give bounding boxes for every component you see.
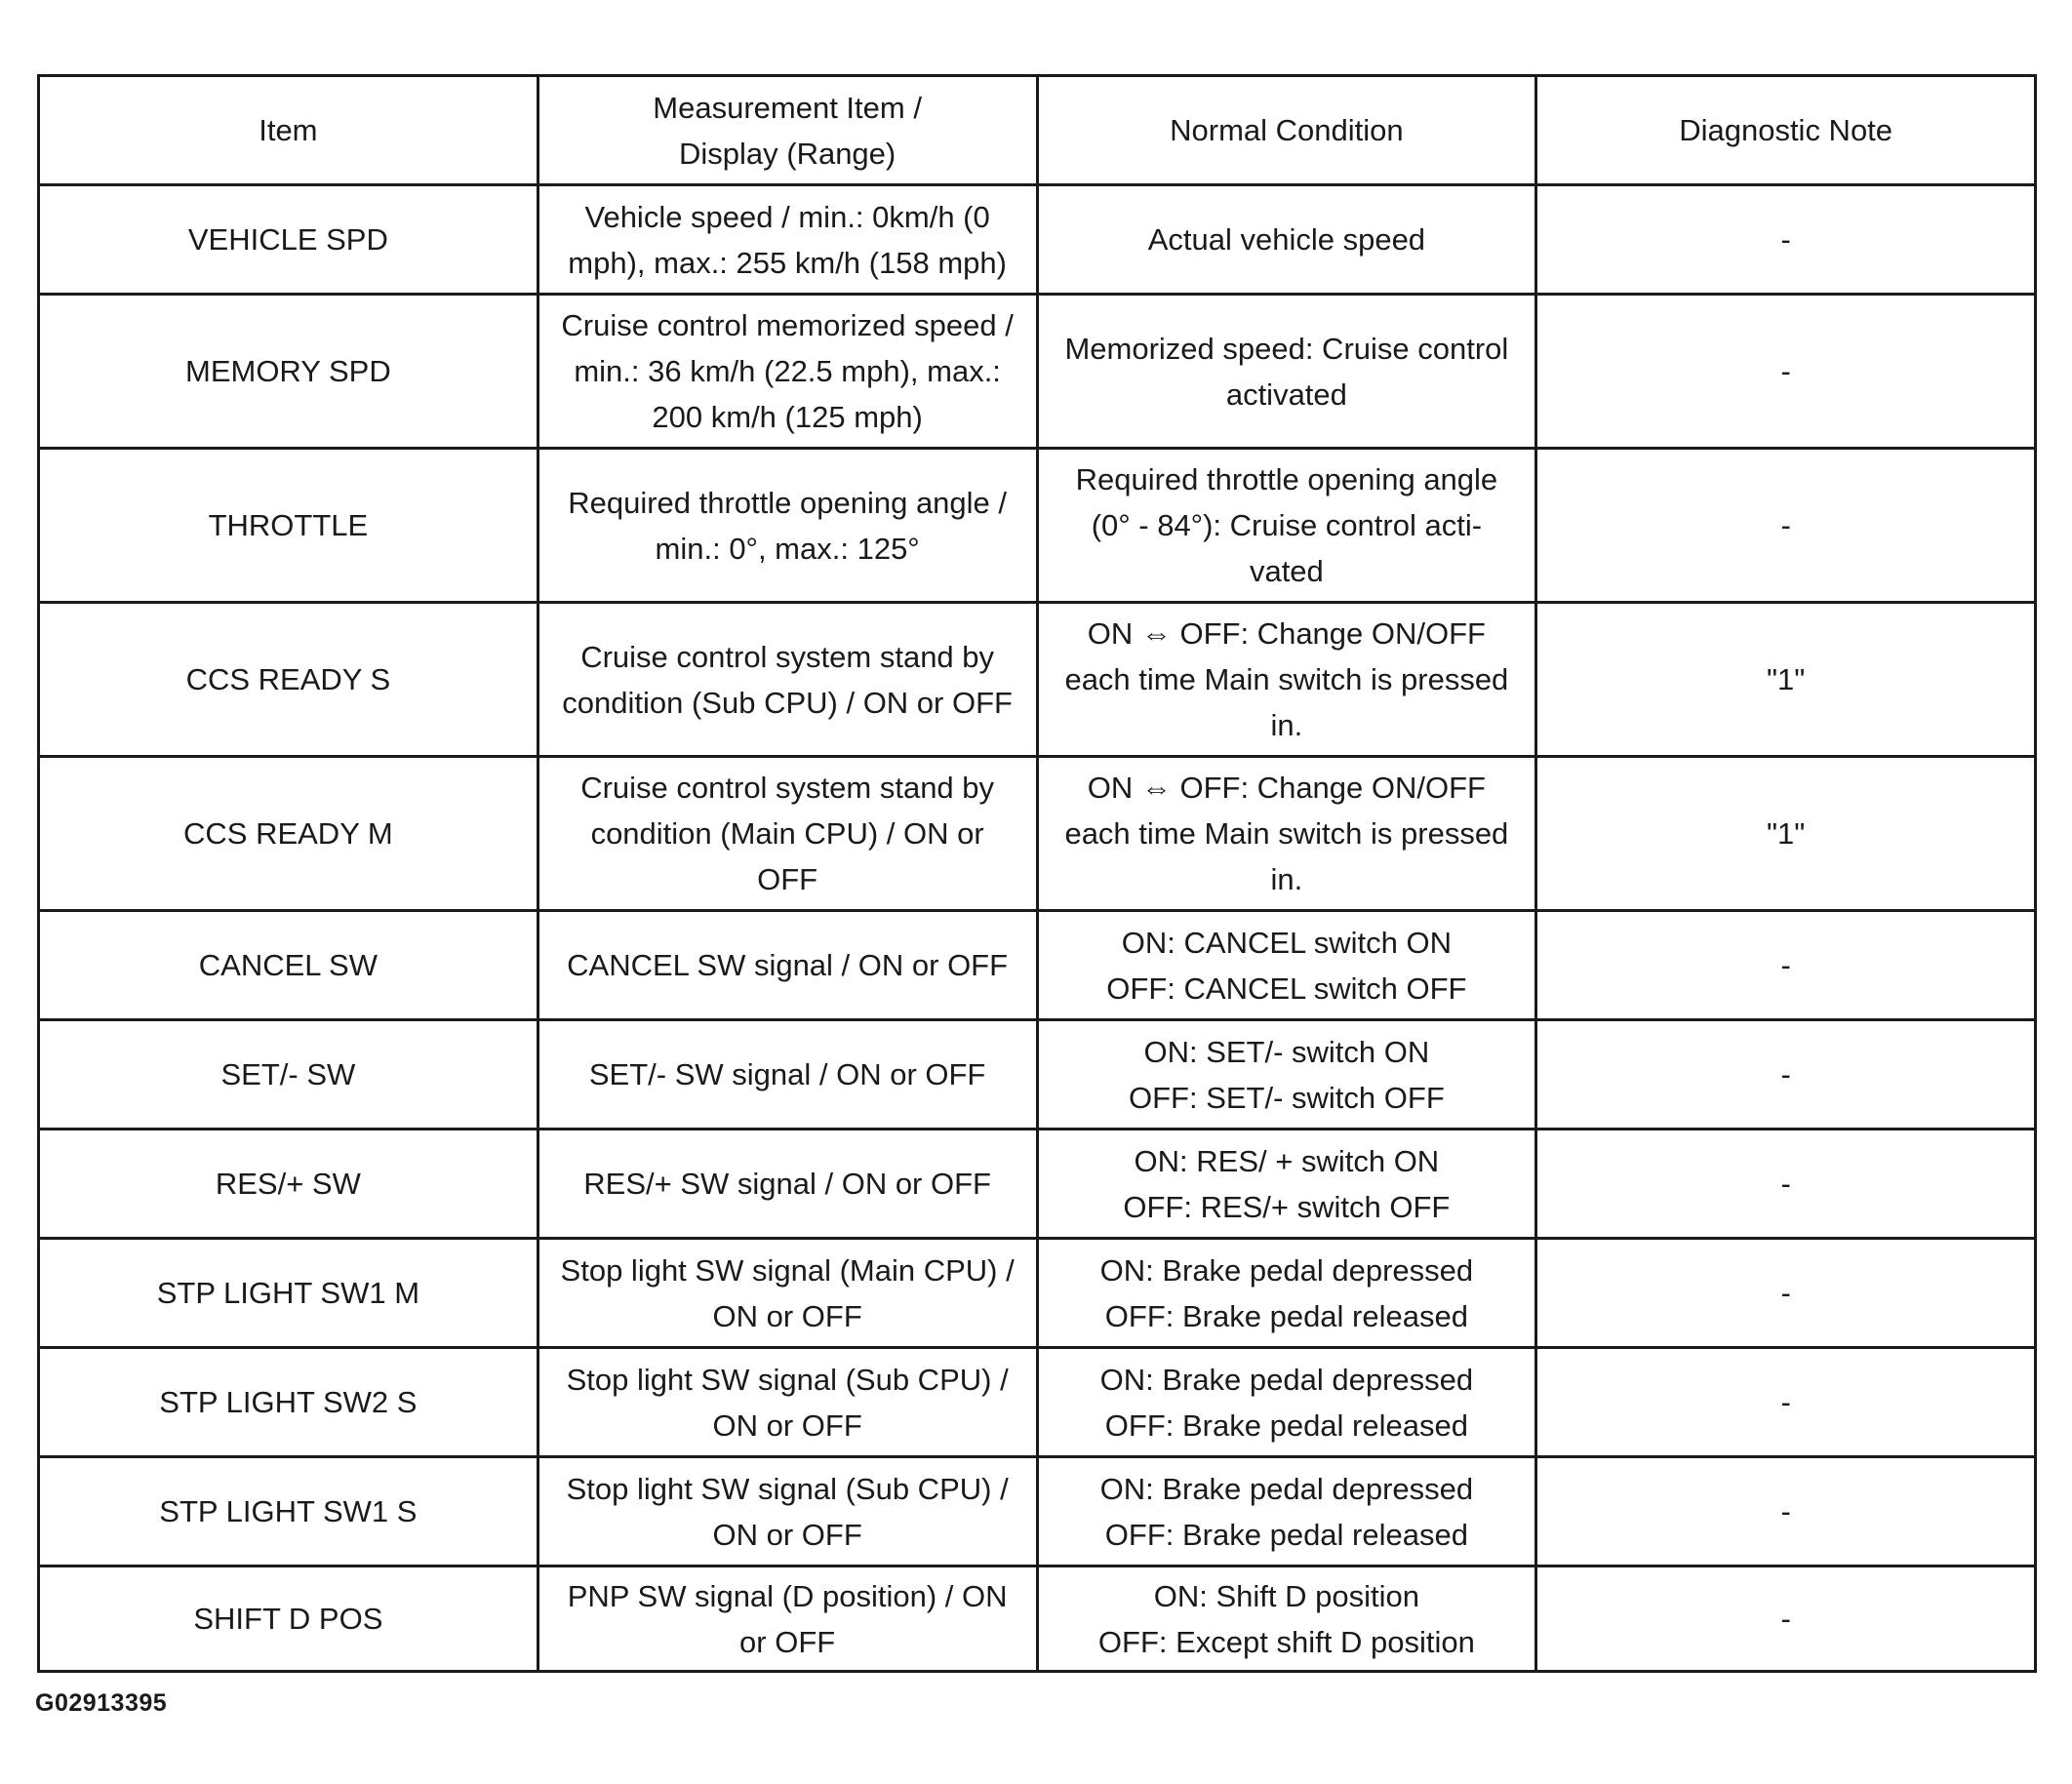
cell-measurement: CANCEL SW signal / ON or OFF bbox=[538, 911, 1037, 1020]
cell-diagnostic-note: - bbox=[1536, 911, 2036, 1020]
cell-measurement: Vehicle speed / min.: 0km/h (0 mph), max.: 255 km/h (158 mph) bbox=[538, 185, 1037, 295]
cell-measurement: PNP SW signal (D position) / ON or OFF bbox=[538, 1566, 1037, 1672]
cell-measurement: Stop light SW signal (Sub CPU) / ON or OFF bbox=[538, 1457, 1037, 1566]
cell-normal-condition: Memorized speed: Cruise control activated bbox=[1037, 295, 1536, 449]
table-row bbox=[39, 185, 2036, 295]
table-row bbox=[39, 295, 2036, 449]
cell-diagnostic-note: "1" bbox=[1536, 757, 2036, 911]
diagnostic-data-table bbox=[37, 74, 2037, 1673]
cell-normal-condition: ON: Brake pedal depressed OFF: Brake pedal released bbox=[1037, 1348, 1536, 1457]
cell-diagnostic-note: - bbox=[1536, 1457, 2036, 1566]
cell-diagnostic-note: - bbox=[1536, 185, 2036, 295]
table-row bbox=[39, 1130, 2036, 1239]
cell-normal-condition: Required throttle opening angle (0° - 84°): Cruise control acti- vated bbox=[1037, 449, 1536, 603]
table-row bbox=[39, 1348, 2036, 1457]
cell-normal-condition: ON ⇔ OFF: Change ON/OFF each time Main switch is pressed in. bbox=[1037, 757, 1536, 911]
cell-item: CANCEL SW bbox=[39, 911, 538, 1020]
table-row bbox=[39, 1020, 2036, 1130]
table-row bbox=[39, 449, 2036, 603]
cell-measurement: Required throttle opening angle / min.: 0°, max.: 125° bbox=[538, 449, 1037, 603]
cell-diagnostic-note: - bbox=[1536, 1239, 2036, 1348]
column-header-measurement-item: Measurement Item / Display (Range) bbox=[538, 76, 1037, 185]
cell-item: SET/- SW bbox=[39, 1020, 538, 1130]
cell-item: STP LIGHT SW1 M bbox=[39, 1239, 538, 1348]
cell-measurement: Cruise control system stand by condition (Main CPU) / ON or OFF bbox=[538, 757, 1037, 911]
cell-item: STP LIGHT SW2 S bbox=[39, 1348, 538, 1457]
cell-diagnostic-note: - bbox=[1536, 1348, 2036, 1457]
cell-diagnostic-note: - bbox=[1536, 1020, 2036, 1130]
cell-diagnostic-note: - bbox=[1536, 295, 2036, 449]
cell-normal-condition: ON: Shift D position OFF: Except shift D position bbox=[1037, 1566, 1536, 1672]
cell-normal-condition: ON: CANCEL switch ON OFF: CANCEL switch OFF bbox=[1037, 911, 1536, 1020]
column-header-diagnostic-note: Diagnostic Note bbox=[1536, 76, 2036, 185]
table-row bbox=[39, 757, 2036, 911]
cell-item: CCS READY S bbox=[39, 603, 538, 757]
cell-diagnostic-note: - bbox=[1536, 449, 2036, 603]
table-row bbox=[39, 1239, 2036, 1348]
column-header-normal-condition: Normal Condition bbox=[1037, 76, 1536, 185]
cell-item: SHIFT D POS bbox=[39, 1566, 538, 1672]
cell-normal-condition: Actual vehicle speed bbox=[1037, 185, 1536, 295]
cell-diagnostic-note: "1" bbox=[1536, 603, 2036, 757]
cell-measurement: Cruise control system stand by condition (Sub CPU) / ON or OFF bbox=[538, 603, 1037, 757]
cell-item: CCS READY M bbox=[39, 757, 538, 911]
cell-normal-condition: ON ⇔ OFF: Change ON/OFF each time Main switch is pressed in. bbox=[1037, 603, 1536, 757]
cell-diagnostic-note: - bbox=[1536, 1566, 2036, 1672]
cell-item: THROTTLE bbox=[39, 449, 538, 603]
cell-measurement: Cruise control memorized speed / min.: 36 km/h (22.5 mph), max.: 200 km/h (125 mph) bbox=[538, 295, 1037, 449]
cell-diagnostic-note: - bbox=[1536, 1130, 2036, 1239]
table-row bbox=[39, 1457, 2036, 1566]
cell-item: MEMORY SPD bbox=[39, 295, 538, 449]
cell-item: RES/+ SW bbox=[39, 1130, 538, 1239]
table-row bbox=[39, 603, 2036, 757]
table-header-row bbox=[39, 76, 2036, 185]
cell-normal-condition: ON: Brake pedal depressed OFF: Brake pedal released bbox=[1037, 1457, 1536, 1566]
figure-id-label: G02913395 bbox=[35, 1689, 168, 1717]
cell-normal-condition: ON: SET/- switch ON OFF: SET/- switch OFF bbox=[1037, 1020, 1536, 1130]
cell-measurement: SET/- SW signal / ON or OFF bbox=[538, 1020, 1037, 1130]
cell-item: STP LIGHT SW1 S bbox=[39, 1457, 538, 1566]
cell-measurement: Stop light SW signal (Sub CPU) / ON or OFF bbox=[538, 1348, 1037, 1457]
cell-measurement: Stop light SW signal (Main CPU) / ON or OFF bbox=[538, 1239, 1037, 1348]
cell-measurement: RES/+ SW signal / ON or OFF bbox=[538, 1130, 1037, 1239]
column-header-item: Item bbox=[39, 76, 538, 185]
table-row bbox=[39, 1566, 2036, 1672]
cell-normal-condition: ON: RES/ + switch ON OFF: RES/+ switch OFF bbox=[1037, 1130, 1536, 1239]
cell-item: VEHICLE SPD bbox=[39, 185, 538, 295]
table-row bbox=[39, 911, 2036, 1020]
cell-normal-condition: ON: Brake pedal depressed OFF: Brake pedal released bbox=[1037, 1239, 1536, 1348]
